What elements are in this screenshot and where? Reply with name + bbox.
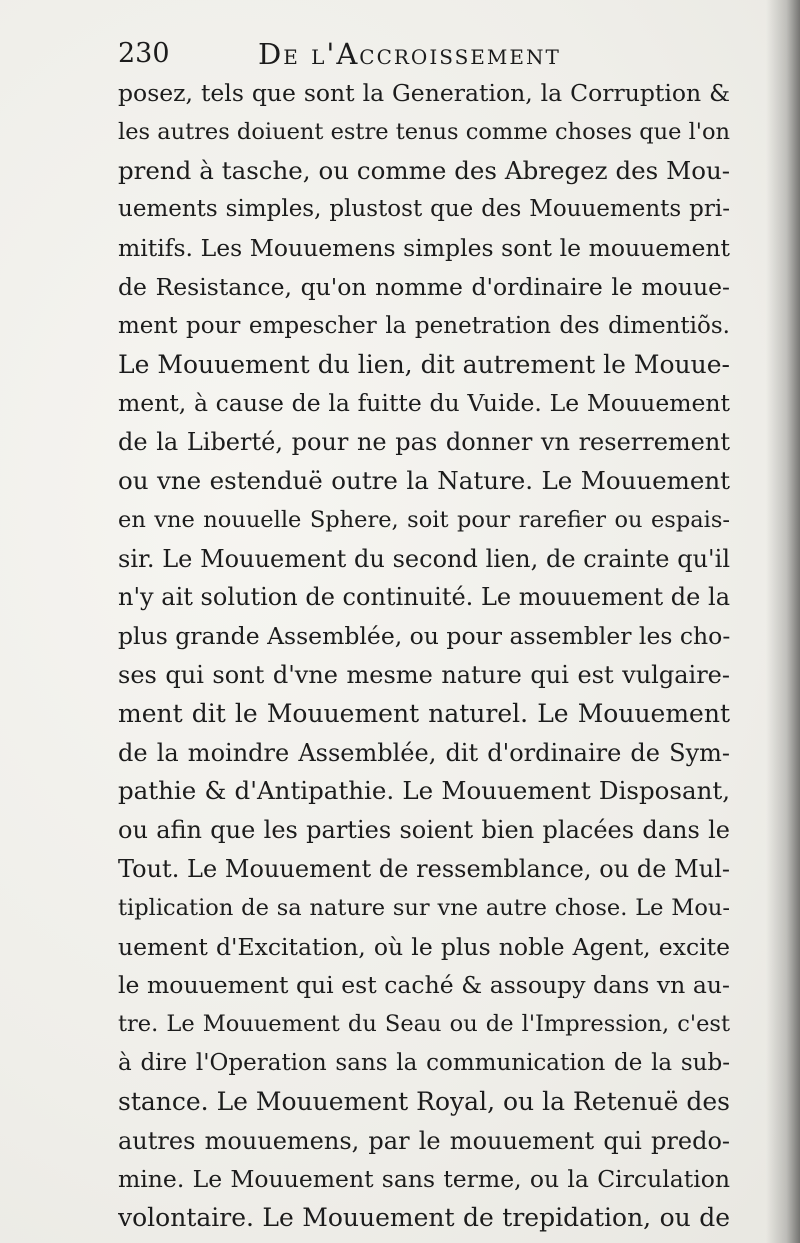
text-line: les autres doiuent estre tenus comme choses que l'on [118, 118, 730, 145]
text-line: uements simples, plustost que des Mouuements pri- [118, 196, 730, 223]
text-line: sir. Le Mouuement du second lien, de crainte qu'il [118, 544, 730, 573]
text-line: de Resistance, qu'on nomme d'ordinaire le mouue- [118, 272, 730, 301]
text-line: plus grande Assemblée, ou pour assembler les cho- [118, 622, 730, 651]
text-line: Le Mouuement du lien, dit autrement le Mouue- [118, 349, 730, 379]
text-line: mitifs. Les Mouuemens simples sont le mouuement [118, 234, 730, 263]
page-number: 230 [118, 38, 170, 69]
text-line: pathie & d'Antipathie. Le Mouuement Disposant, [118, 776, 730, 806]
text-line: prend à tasche, ou comme des Abregez des Mou- [118, 155, 730, 185]
running-title: De l'Accroissement [258, 37, 561, 71]
text-line: mine. Le Mouuement sans terme, ou la Circulation [118, 1165, 730, 1194]
text-line: volontaire. Le Mouuement de trepidation, ou de [118, 1203, 730, 1233]
text-line: ment dit le Mouuement naturel. Le Mouuement [118, 698, 730, 728]
text-line: ment pour empescher la penetration des dimentiõs. [118, 312, 730, 339]
page-header [118, 34, 718, 74]
text-line: ou vne estenduë outre la Nature. Le Mouuement [118, 465, 730, 495]
text-line: Tout. Le Mouuement de ressemblance, ou de Mul- [118, 854, 730, 883]
text-line: posez, tels que sont la Generation, la Corruption & [118, 79, 730, 107]
page-gutter-shadow [766, 0, 800, 1243]
text-line: à dire l'Operation sans la communication de la sub- [118, 1049, 730, 1076]
text-line: stance. Le Mouuement Royal, ou la Retenuë des [118, 1086, 730, 1116]
text-line: ou afin que les parties soient bien placées dans le [118, 816, 730, 845]
text-line: autres mouuemens, par le mouuement qui predo- [118, 1126, 730, 1155]
text-line: de la Liberté, pour ne pas donner vn reserrement [118, 428, 730, 457]
text-line: en vne nouuelle Sphere, soit pour rarefier ou espais- [118, 506, 730, 533]
text-line: tre. Le Mouuement du Seau ou de l'Impression, c'est [118, 1011, 730, 1038]
text-line: ment, à cause de la fuitte du Vuide. Le Mouuement [118, 389, 730, 418]
body-text [118, 74, 730, 1238]
text-line: de la moindre Assemblée, dit d'ordinaire de Sym- [118, 738, 730, 767]
text-line: ses qui sont d'vne mesme nature qui est vulgaire- [118, 660, 730, 689]
text-line: tiplication de sa nature sur vne autre chose. Le Mou- [118, 894, 730, 921]
text-line: uement d'Excitation, où le plus noble Agent, excite [118, 932, 730, 961]
text-line: le mouuement qui est caché & assoupy dans vn au- [118, 971, 730, 1000]
text-line: n'y ait solution de continuité. Le mouuement de la [118, 583, 730, 612]
